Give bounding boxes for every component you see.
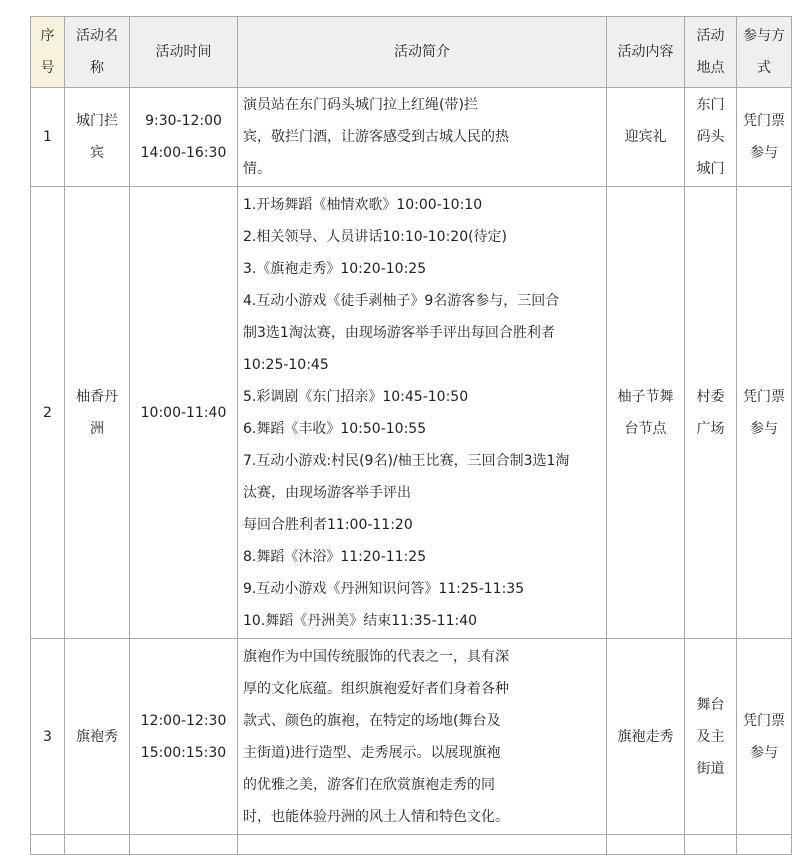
row-content: 迎宾礼 [607,88,685,187]
row-num: 1 [31,88,65,187]
row-place: 舞台 及主 街道 [685,639,737,835]
row-place: 东门 码头 城门 [685,88,737,187]
header-name: 活动名 称 [65,17,130,88]
header-row [31,17,792,88]
row-method: 凭门票 参与 [737,88,792,187]
row-intro: 1.开场舞蹈《柚情欢歌》10:00-10:10 2.相关领导、人员讲话10:10-10:20(待定) 3.《旗袍走秀》10:20-10:25 4.互动小游戏《徒手剥柚子》9名游客参与，三回合 制3选1淘汰赛，由现场游客举手评出每回合胜利者 10:25-10:45 5.彩调剧《东门招亲》10:45-10:50 6.舞蹈《丰收》10:50-10:55 7.互动小游戏:村民(9名)/柚王比赛，三回合制3选1淘 汰赛，由现场游客举手评出 每回合胜利者11:00-11:20 8.舞蹈《沐浴》11:20-11:25 9.互动小游戏《丹洲知识问答》11:25-11:35 10.舞蹈《丹洲美》结束11:35-11:40 [238,187,607,639]
table-row [31,187,792,639]
row-method: 凭门票 参与 [737,639,792,835]
table-row [31,639,792,835]
row-num: 3 [31,639,65,835]
header-time: 活动时间 [130,17,238,88]
activity-schedule-table [30,16,792,855]
row-time: 10:00-11:40 [130,187,238,639]
row-content: 旗袍走秀 [607,639,685,835]
row-name: 旗袍秀 [65,639,130,835]
row-intro: 旗袍作为中国传统服饰的代表之一，具有深 厚的文化底蕴。组织旗袍爱好者们身着各种 款式、颜色的旗袍，在特定的场地(舞台及 主街道)进行造型、走秀展示。以展现旗袍 的优雅之美，游客们在欣赏旗袍走秀的同 时，也能体验丹洲的风土人情和特色文化。 [238,639,607,835]
table-row-partial [31,835,792,855]
header-method: 参与方 式 [737,17,792,88]
row-name: 城门拦 宾 [65,88,130,187]
header-num: 序 号 [31,17,65,88]
row-place: 村委 广场 [685,187,737,639]
header-intro: 活动简介 [238,17,607,88]
table-row [31,88,792,187]
row-method: 凭门票 参与 [737,187,792,639]
header-content: 活动内容 [607,17,685,88]
row-num: 2 [31,187,65,639]
row-time: 12:00-12:30 15:00:15:30 [130,639,238,835]
row-name: 柚香丹 洲 [65,187,130,639]
header-place: 活动 地点 [685,17,737,88]
row-content: 柚子节舞 台节点 [607,187,685,639]
row-time: 9:30-12:00 14:00-16:30 [130,88,238,187]
row-intro: 演员站在东门码头城门拉上红绳(带)拦 宾，敬拦门酒，让游客感受到古城人民的热 情。 [238,88,607,187]
